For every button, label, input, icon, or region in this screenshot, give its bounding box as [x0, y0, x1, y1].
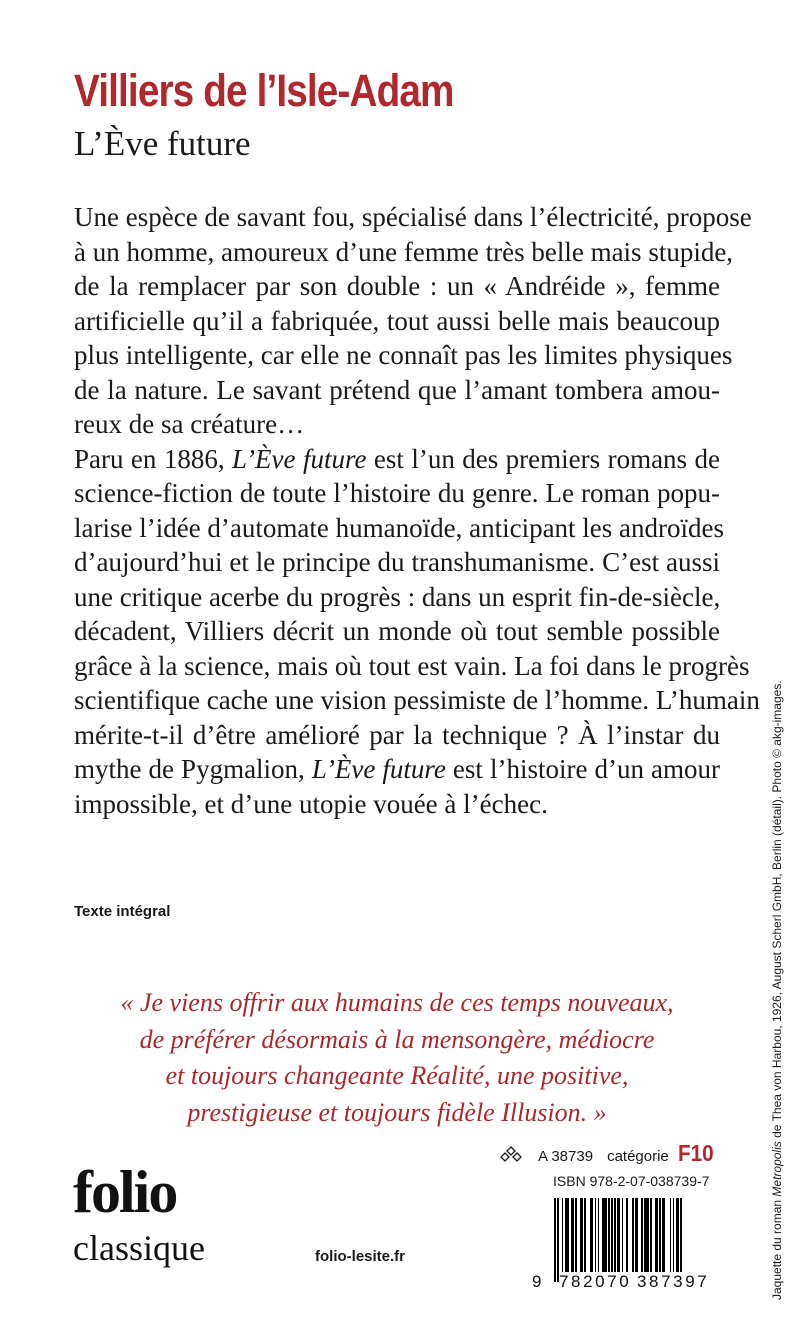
- barcode-bar: [650, 1198, 652, 1272]
- synopsis-text: plus intelligente, car elle ne connaît pas les limites physiques: [74, 340, 733, 370]
- barcode-bar: [655, 1198, 658, 1272]
- synopsis-line: [74, 442, 720, 477]
- synopsis-line: [74, 683, 760, 718]
- barcode-bar: [575, 1198, 577, 1272]
- credit-work-title: Metropolis: [770, 1141, 784, 1197]
- photo-credit: [770, 600, 784, 1300]
- integral-text-label: Texte intégral: [74, 903, 171, 920]
- synopsis-line: [74, 752, 720, 787]
- author-name: Villiers de l’Isle-Adam: [74, 65, 454, 116]
- synopsis-text: une critique acerbe du progrès : dans un esprit fin-de-siècle,: [74, 581, 721, 612]
- barcode-right-digits: 387397: [637, 1272, 710, 1291]
- publisher-emblem-icon: [500, 1145, 522, 1163]
- barcode-bar: [617, 1198, 620, 1282]
- credit-prefix: Jaquette du roman: [770, 1196, 784, 1300]
- barcode-bar: [554, 1198, 556, 1282]
- barcode-bar: [557, 1198, 559, 1282]
- barcode-bar: [580, 1198, 583, 1272]
- synopsis-text: à un homme, amoureux d’une femme très belle mais stupide,: [74, 236, 734, 267]
- synopsis-text: science-fiction de toute l’histoire du genre. Le roman popu-: [74, 478, 720, 508]
- publisher-logo-folio: folio: [73, 1159, 177, 1225]
- barcode-bar: [571, 1198, 574, 1272]
- barcode-left-digits: 782070: [559, 1272, 632, 1291]
- isbn-number: ISBN 978-2-07-038739-7: [553, 1173, 710, 1189]
- synopsis-line: [74, 718, 720, 753]
- book-title: L’Ève future: [74, 124, 251, 163]
- synopsis-line: [74, 476, 720, 511]
- barcode-bar: [565, 1198, 570, 1272]
- synopsis-text: Une espèce de savant fou, spécialisé dans l’électricité, propose: [74, 202, 752, 232]
- synopsis-line: [74, 649, 750, 684]
- barcode-bar: [622, 1198, 624, 1272]
- pull-quote: [74, 985, 720, 1131]
- barcode-bar: [608, 1198, 610, 1272]
- quote-line: « Je viens offrir aux humains de ces temps nouveaux,: [120, 988, 674, 1017]
- barcode-bar: [673, 1198, 675, 1272]
- barcode-bar: [632, 1198, 634, 1272]
- quote-line: de préférer désormais à la mensongère, médiocre: [139, 1024, 655, 1054]
- ean-barcode: [532, 1198, 722, 1298]
- quote-line: et toujours changeante Réalité, une positive,: [165, 1061, 629, 1090]
- barcode-bar: [598, 1198, 600, 1272]
- synopsis-text: scientifique cache une vision pessimiste de l’homme. L’humain: [74, 685, 760, 715]
- synopsis-line: [74, 338, 733, 373]
- barcode-bar: [562, 1198, 564, 1272]
- synopsis-line: [74, 511, 725, 546]
- barcode-bar: [635, 1198, 638, 1272]
- synopsis-line: [74, 614, 720, 649]
- synopsis-text: décadent, Villiers décrit un monde où tout semble possible: [74, 616, 720, 646]
- barcode-bar: [602, 1198, 607, 1272]
- barcode-bar: [614, 1198, 616, 1282]
- synopsis-text: reux de sa créature…: [74, 409, 305, 439]
- barcode-bar: [584, 1198, 586, 1272]
- synopsis-text: impossible, et d’une utopie vouée à l’échec.: [74, 788, 548, 819]
- synopsis-title-ref: L’Ève future: [232, 443, 367, 474]
- synopsis-line: [74, 580, 720, 615]
- quote-line: prestigieuse et toujours fidèle Illusion. »: [187, 1097, 607, 1127]
- synopsis-line: [74, 235, 734, 270]
- synopsis-text: de la remplacer par son double : un « Andréide », femme: [74, 271, 720, 301]
- barcode-bar: [659, 1198, 661, 1272]
- synopsis-text: mythe de Pygmalion,: [74, 754, 312, 784]
- barcode-bar: [611, 1198, 613, 1272]
- synopsis-line: [74, 304, 720, 339]
- synopsis-line: [74, 269, 720, 304]
- category-code: F10: [677, 1140, 714, 1166]
- product-code-line: [500, 1140, 715, 1167]
- barcode-bar: [662, 1198, 665, 1272]
- barcode-bar: [670, 1198, 672, 1272]
- synopsis-line: [74, 787, 720, 822]
- category-label: catégorie: [607, 1148, 669, 1165]
- barcode-bar: [676, 1198, 679, 1272]
- synopsis-line: [74, 200, 752, 235]
- reference-code: A 38739: [538, 1148, 594, 1165]
- barcode-bar: [595, 1198, 597, 1272]
- barcode-bar: [590, 1198, 593, 1272]
- credit-suffix: de Thea von Harbou, 1926, August Scherl GmbH, Berlin (détail). Photo © akg-images.: [770, 680, 784, 1142]
- synopsis-text: est l’histoire d’un amour: [445, 754, 720, 784]
- synopsis-text: Paru en 1886,: [74, 443, 233, 474]
- barcode-bar: [626, 1198, 628, 1272]
- collection-name: classique: [73, 1228, 205, 1268]
- synopsis-line: [74, 545, 720, 580]
- publisher-website: folio-lesite.fr: [315, 1248, 406, 1265]
- synopsis-line: [74, 373, 720, 408]
- synopsis-text: mérite-t-il d’être amélioré par la technique ? À l’instar du: [74, 719, 720, 750]
- synopsis-title-ref: L’Ève future: [311, 754, 446, 784]
- barcode-first-digit: 9: [532, 1272, 542, 1291]
- synopsis-text: grâce à la science, mais où tout est vain. La foi dans le progrès: [74, 650, 750, 681]
- synopsis-text: artificielle qu’il a fabriquée, tout aussi belle mais beaucoup: [74, 305, 720, 336]
- barcode-bar: [644, 1198, 649, 1272]
- synopsis-text: larise l’idée d’automate humanoïde, anticipant les androïdes: [74, 512, 725, 543]
- barcode-bar: [680, 1198, 682, 1282]
- synopsis-text: est l’un des premiers romans de: [366, 443, 720, 474]
- synopsis-line: [74, 407, 720, 442]
- synopsis: [74, 200, 760, 821]
- synopsis-text: d’aujourd’hui et le principe du transhumanisme. C’est aussi: [74, 547, 720, 577]
- synopsis-text: de la nature. Le savant prétend que l’amant tombera amou-: [74, 374, 720, 405]
- barcode-bar: [641, 1198, 643, 1272]
